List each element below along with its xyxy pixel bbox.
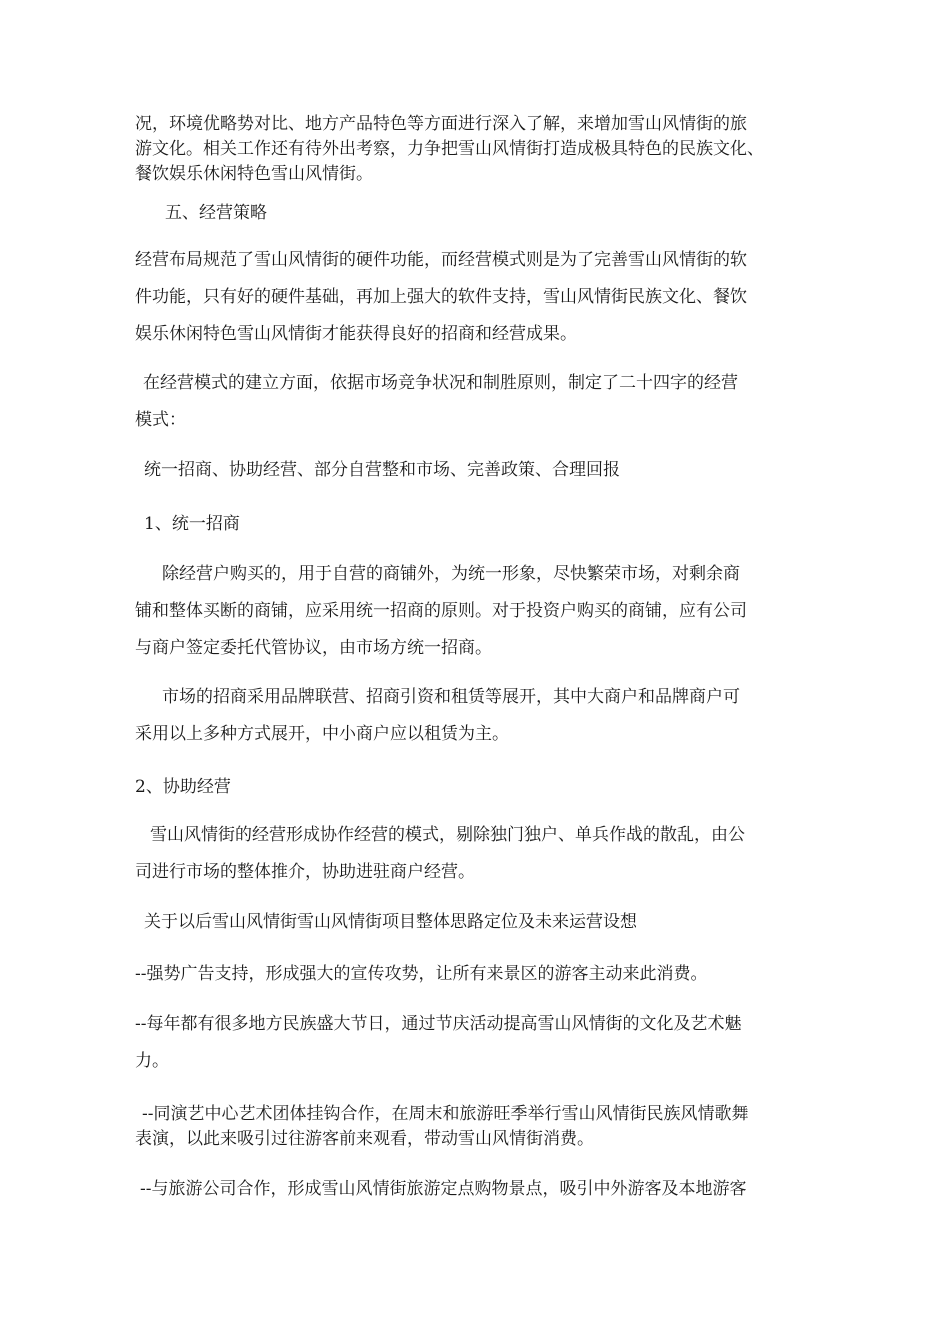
paragraph-performance-cooperation: [135, 1106, 825, 1148]
paragraph-mode-summary: 统一招商、协助经营、部分自营整和市场、完善政策、合理回报: [144, 460, 620, 480]
paragraph-advertising-support: --强势广告支持，形成强大的宣传攻势，让所有来景区的游客主动来此消费。: [135, 964, 708, 984]
section-heading-business-strategy: 五、经营策略: [165, 203, 267, 223]
text-line: --每年都有很多地方民族盛大节日，通过节庆活动提高雪山风情街的文化及艺术魅: [135, 1014, 742, 1034]
text-line: 况，环境优略势对比、地方产品特色等方面进行深入了解，来增加雪山风情街的旅: [135, 114, 747, 134]
text-line: 游文化。相关工作还有待外出考察，力争把雪山风情街打造成极具特色的民族文化、: [135, 139, 764, 159]
text-line: 司进行市场的整体推介，协助进驻商户经营。: [135, 862, 475, 882]
text-line: 除经营户购买的，用于自营的商铺外，为统一形象，尽快繁荣市场，对剩余商: [162, 564, 740, 584]
subheading-assisted-operation: 2、协助经营: [135, 777, 231, 797]
text-line: 力。: [135, 1051, 169, 1071]
paragraph-project-positioning: 关于以后雪山风情街雪山风情街项目整体思路定位及未来运营设想: [144, 912, 637, 932]
text-line: 娱乐休闲特色雪山风情街才能获得良好的招商和经营成果。: [135, 324, 577, 344]
text-line: 经营布局规范了雪山风情街的硬件功能，而经营模式则是为了完善雪山风情街的软: [135, 250, 747, 270]
text-line: 餐饮娱乐休闲特色雪山风情街。: [135, 164, 373, 184]
text-line: 铺和整体买断的商铺，应采用统一招商的原则。对于投资户购买的商铺，应有公司: [135, 601, 747, 621]
paragraph-assisted-operation: [135, 827, 825, 881]
paragraph-unified-investment: [135, 566, 825, 657]
text-line: 雪山风情街的经营形成协作经营的模式，剔除独门独户、单兵作战的散乱，由公: [150, 825, 745, 845]
paragraph-environment-analysis: [135, 116, 825, 183]
paragraph-operating-layout: [135, 252, 825, 343]
text-line: 在经营模式的建立方面，依据市场竞争状况和制胜原则，制定了二十四字的经营: [143, 373, 738, 393]
paragraph-investment-methods: [135, 689, 825, 743]
text-line: 市场的招商采用品牌联营、招商引资和租赁等展开，其中大商户和品牌商户可: [162, 687, 740, 707]
paragraph-operating-mode: [135, 375, 825, 429]
text-line: 与商户签定委托代管协议，由市场方统一招商。: [135, 638, 492, 658]
subheading-unified-investment: 1、统一招商: [144, 514, 240, 534]
text-line: 表演，以此来吸引过往游客前来观看，带动雪山风情街消费。: [135, 1129, 594, 1149]
text-line: --同演艺中心艺术团体挂钩合作，在周末和旅游旺季举行雪山风情街民族风情歌舞: [142, 1104, 749, 1124]
paragraph-festival-activities: [135, 1016, 825, 1070]
text-line: 采用以上多种方式展开，中小商户应以租赁为主。: [135, 724, 509, 744]
text-line: 件功能，只有好的硬件基础，再加上强大的软件支持，雪山风情街民族文化、餐饮: [135, 287, 747, 307]
paragraph-tourism-partnership: --与旅游公司合作，形成雪山风情街旅游定点购物景点，吸引中外游客及本地游客: [140, 1179, 747, 1199]
text-line: 模式：: [135, 410, 186, 430]
